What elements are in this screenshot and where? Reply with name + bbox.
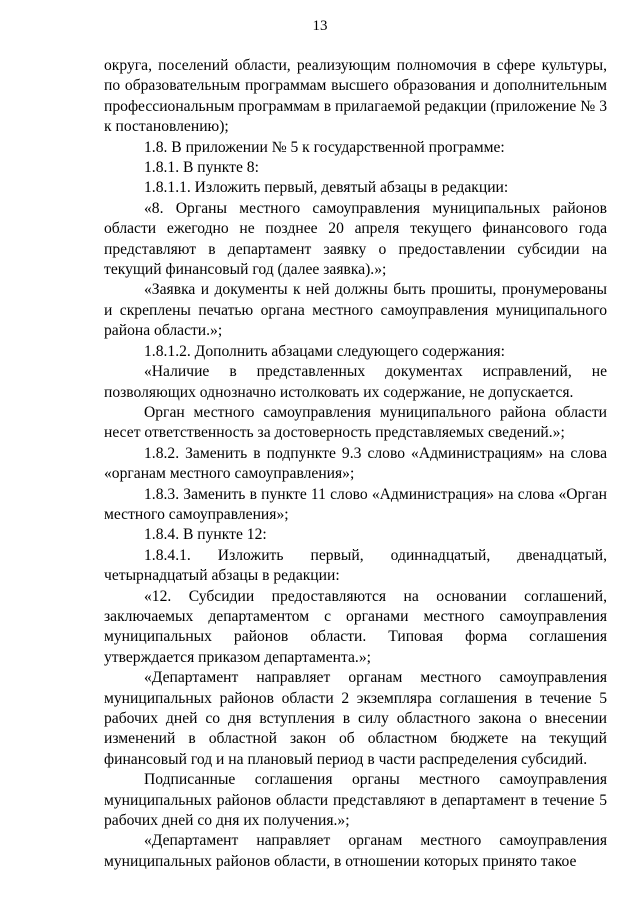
paragraph: «Наличие в представленных документах исправлений, не позволяющих однозначно истолковать их содержание, не допускается.	[104, 363, 607, 401]
page-number: 13	[312, 18, 328, 34]
paragraph: «Департамент направляет органам местного самоуправления муниципальных районов области, в отношении которых принято такое	[104, 832, 607, 870]
paragraph: 1.8.1.1. Изложить первый, девятый абзацы в редакции:	[144, 179, 509, 197]
paragraph: «12. Субсидии предоставляются на основании соглашений, заключаемых департаментом с органами местного самоуправления муниципальных районов области. Типовая форма соглашения утверждается приказом департамента.»;	[104, 587, 607, 666]
paragraph: «8. Органы местного самоуправления муниципальных районов области ежегодно не позднее 20 апреля текущего финансового года представляют в департамент заявку о предоставлении субсидии на текущий финансовый год (далее заявка).»;	[104, 199, 607, 279]
paragraph: Орган местного самоуправления муниципального района области несет ответственность за достоверность представляемых сведений.»;	[104, 403, 607, 442]
paragraph: 1.8.4. В пункте 12:	[144, 526, 267, 544]
paragraph: «Заявка и документы к ней должны быть прошиты, пронумерованы и скреплены печатью органа местного самоуправления муниципального района области.»;	[104, 281, 607, 340]
document-body	[104, 56, 607, 872]
paragraph: Подписанные соглашения органы местного самоуправления муниципальных районов области представляют в департамент в течение 5 рабочих дней со дня их получения.»;	[104, 771, 607, 830]
paragraph: 1.8.2. Заменить в подпункте 9.3 слово «Администрациям» на слова «органам местного самоуправления»;	[104, 444, 607, 483]
paragraph: 1.8.3. Заменить в пункте 11 слово «Администрация» на слова «Орган местного самоуправления»;	[104, 485, 607, 523]
paragraph: 1.8.4.1. Изложить первый, одиннадцатый, двенадцатый, четырнадцатый абзацы в редакции:	[104, 546, 607, 585]
paragraph: 1.8. В приложении № 5 к государственной программе:	[144, 138, 505, 156]
paragraph: 1.8.1. В пункте 8:	[144, 159, 259, 177]
paragraph: 1.8.1.2. Дополнить абзацами следующего содержания:	[144, 342, 505, 360]
paragraph: округа, поселений области, реализующим полномочия в сфере культуры, по образовательным программам высшего образования и дополнительным профессиональным программам в прилагаемой редакции (приложение № 3 к постановлению);	[104, 57, 607, 136]
paragraph: «Департамент направляет органам местного самоуправления муниципальных районов области 2 экземпляра соглашения в течение 5 рабочих дней со дня вступления в силу областного закона о внесении изменений в областной закон об областном бюджете на текущий финансовый год и на плановый период в части распределения субсидий.	[104, 669, 607, 768]
